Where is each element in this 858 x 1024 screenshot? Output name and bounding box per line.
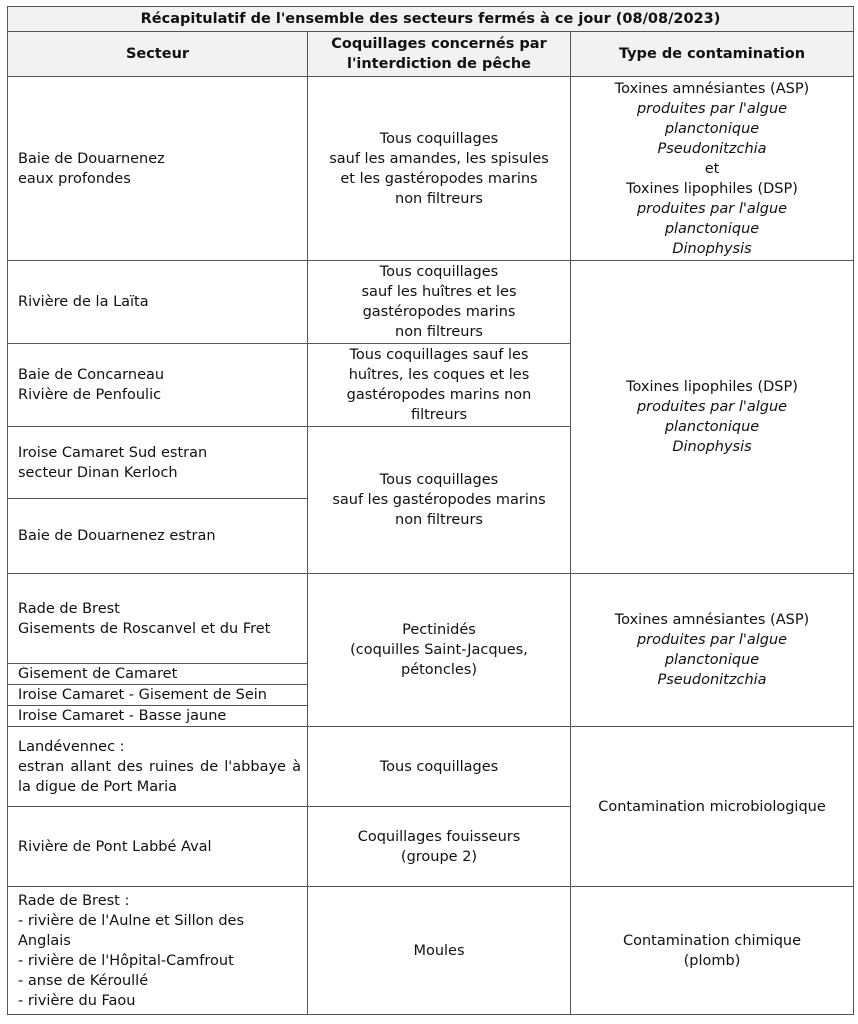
shellfish-cell	[308, 344, 571, 427]
shellfish-cell	[308, 261, 571, 344]
contamination-line: Dinophysis	[672, 439, 752, 455]
sector-cell	[8, 427, 308, 499]
sector-line: Rivière de Pont Labbé Aval	[18, 838, 212, 855]
sector-line: Iroise Camaret - Gisement de Sein	[18, 687, 267, 703]
table-row	[8, 727, 854, 807]
sector-line: - rivière du Faou	[18, 992, 136, 1009]
contamination-line: Contamination chimique	[622, 932, 802, 949]
table-row	[8, 574, 854, 664]
contamination-line: produites par l'algue	[636, 100, 788, 117]
contamination-line: produites par l'algue	[636, 632, 788, 648]
table-row	[8, 77, 854, 261]
contamination-line: Toxines lipophiles (DSP)	[626, 180, 798, 197]
contamination-line: Contamination microbiologique	[598, 798, 826, 815]
contamination-line: Toxines amnésiantes (ASP)	[614, 612, 810, 628]
sector-line: estran allant des ruines de l'abbaye à la digue de Port Maria	[18, 758, 301, 795]
sector-line: - anse de Kéroullé	[18, 972, 149, 989]
sector-cell	[8, 77, 308, 261]
sector-line: Rade de Brest :	[18, 892, 130, 909]
shellfish-line: pétoncles)	[400, 662, 477, 678]
sector-cell	[8, 574, 308, 664]
contamination-cell	[571, 887, 854, 1015]
sector-cell	[8, 499, 308, 574]
sector-cell	[8, 344, 308, 427]
sector-line: - rivière de l'Aulne et Sillon des Anglais	[18, 912, 244, 949]
contamination-cell	[571, 77, 854, 261]
contamination-line: Pseudonitzchia	[657, 672, 767, 688]
sector-cell	[8, 664, 308, 685]
contamination-line: planctonique	[664, 120, 760, 137]
contamination-line: planctonique	[664, 652, 760, 668]
header-contamination: Type de contamination	[571, 32, 854, 77]
contamination-cell	[571, 574, 854, 727]
shellfish-line: non filtreurs	[395, 190, 483, 207]
sector-line: Iroise Camaret Sud estran	[18, 444, 208, 461]
shellfish-cell	[308, 887, 571, 1015]
header-shellfish: Coquillages concernés par l'interdiction de pêche	[308, 32, 571, 77]
contamination-line: Toxines lipophiles (DSP)	[626, 379, 798, 395]
sector-cell	[8, 887, 308, 1015]
shellfish-line: Coquillages fouisseurs	[357, 828, 521, 845]
shellfish-line: Pectinidés	[402, 622, 476, 638]
sector-line: Baie de Douarnenez	[18, 150, 165, 167]
sector-line: - rivière de l'Hôpital-Camfrout	[18, 952, 234, 969]
shellfish-line: Tous coquillages	[379, 264, 499, 280]
shellfish-line: non filtreurs	[395, 324, 483, 340]
shellfish-cell	[308, 427, 571, 574]
table-row	[8, 261, 854, 344]
sector-line: Baie de Douarnenez estran	[18, 528, 216, 544]
sector-cell	[8, 727, 308, 807]
sector-line: Baie de Concarneau	[18, 367, 165, 383]
sector-line: eaux profondes	[18, 170, 131, 187]
sector-cell	[8, 807, 308, 887]
shellfish-line: non filtreurs	[395, 512, 483, 528]
table-title: Récapitulatif de l'ensemble des secteurs fermés à ce jour (08/08/2023)	[8, 7, 854, 32]
shellfish-line: Moules	[413, 942, 465, 959]
shellfish-line: Tous coquillages	[379, 472, 499, 488]
sector-line: Rivière de Penfoulic	[18, 387, 162, 403]
sector-line: Rade de Brest	[18, 600, 120, 617]
sector-line: Landévennec :	[18, 738, 125, 755]
shellfish-line: gastéropodes marins non	[346, 387, 532, 403]
contamination-line: Pseudonitzchia	[657, 140, 767, 157]
contamination-line: Toxines amnésiantes (ASP)	[614, 80, 810, 97]
shellfish-line: filtreurs	[410, 407, 468, 423]
shellfish-line: et les gastéropodes marins	[340, 170, 538, 187]
contamination-line: Dinophysis	[672, 240, 752, 257]
contamination-line: produites par l'algue	[636, 200, 788, 217]
contamination-line: et	[704, 160, 720, 177]
shellfish-cell	[308, 807, 571, 887]
contamination-line: planctonique	[664, 220, 760, 237]
sector-line: Rivière de la Laïta	[18, 294, 149, 310]
sector-line: Gisement de Camaret	[18, 666, 178, 682]
sector-cell	[8, 261, 308, 344]
shellfish-cell	[308, 574, 571, 727]
shellfish-cell	[308, 727, 571, 807]
header-sector: Secteur	[8, 32, 308, 77]
shellfish-line: (coquilles Saint-Jacques,	[350, 642, 528, 658]
closed-sectors-document	[7, 6, 853, 1015]
shellfish-line: Tous coquillages	[379, 130, 499, 147]
shellfish-line: Tous coquillages	[379, 758, 499, 775]
shellfish-line: Tous coquillages sauf les	[349, 347, 529, 363]
closed-sectors-table	[7, 6, 854, 1015]
sector-line: Iroise Camaret - Basse jaune	[18, 708, 227, 724]
contamination-line: (plomb)	[683, 952, 741, 969]
table-title-row	[8, 7, 854, 32]
shellfish-line: sauf les gastéropodes marins	[332, 492, 546, 508]
contamination-cell	[571, 727, 854, 887]
table-row	[8, 887, 854, 1015]
contamination-cell	[571, 261, 854, 574]
table-header-row	[8, 32, 854, 77]
contamination-line: produites par l'algue	[636, 399, 788, 415]
sector-cell	[8, 685, 308, 706]
sector-cell	[8, 706, 308, 727]
sector-line: secteur Dinan Kerloch	[18, 464, 178, 481]
shellfish-line: sauf les huîtres et les	[361, 284, 517, 300]
shellfish-line: (groupe 2)	[400, 848, 478, 865]
sector-line: Gisements de Roscanvel et du Fret	[18, 620, 271, 637]
contamination-line: planctonique	[664, 419, 760, 435]
shellfish-cell	[308, 77, 571, 261]
shellfish-line: huîtres, les coques et les	[348, 367, 530, 383]
shellfish-line: sauf les amandes, les spisules	[329, 150, 549, 167]
shellfish-line: gastéropodes marins	[362, 304, 516, 320]
